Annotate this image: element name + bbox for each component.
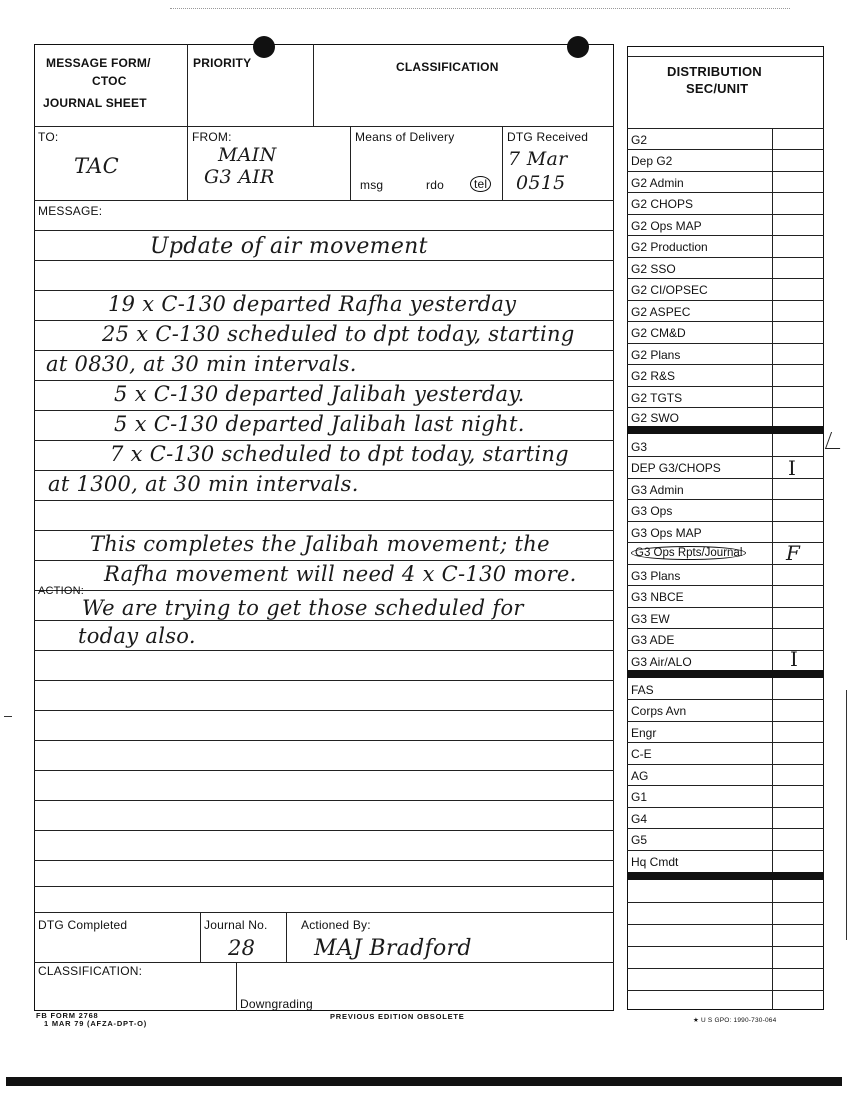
handwritten-from-line2: G3 AIR (204, 166, 275, 188)
handwritten-line-5: 5 x C-130 departed Jalibah last night. (114, 412, 525, 436)
handwritten-line-4: 5 x C-130 departed Jalibah yesterday. (114, 382, 525, 406)
means-rdo: rdo (426, 178, 444, 192)
handwritten-to: TAC (74, 154, 119, 178)
dist-item-fas: FAS (631, 683, 654, 697)
dist-item-g3-admin: G3 Admin (631, 483, 684, 497)
footer-previous-edition: PREVIOUS EDITION OBSOLETE (330, 1012, 465, 1021)
journal-no-label: Journal No. (204, 918, 268, 932)
scan-speckle-top (170, 8, 790, 11)
mark-g3-air-alo: I (790, 647, 799, 671)
dist-separator-bar-1 (627, 426, 824, 434)
handwritten-dtg-line2: 0515 (516, 172, 566, 194)
handwritten-line-11: today also. (78, 624, 196, 648)
handwritten-actioned-by: MAJ Bradford (314, 936, 472, 961)
message-label: MESSAGE: (38, 204, 103, 218)
dist-item-dep-g2: Dep G2 (631, 154, 673, 168)
dtg-received-label: DTG Received (507, 130, 589, 144)
priority-label: PRIORITY (193, 56, 252, 70)
dist-item-dep-g3-chops: DEP G3/CHOPS (631, 461, 721, 475)
dist-item-g3-air-alo: G3 Air/ALO (631, 655, 692, 669)
dist-item-g2-swo: G2 SWO (631, 411, 680, 425)
handwritten-line-1: 19 x C-130 departed Rafha yesterday (108, 292, 517, 316)
handwritten-line-2: 25 x C-130 scheduled to dpt today, starting (102, 322, 575, 346)
means-of-delivery-label: Means of Delivery (355, 130, 455, 144)
dist-item-g2-tgts: G2 TGTS (631, 391, 683, 405)
to-label: TO: (38, 130, 59, 144)
dist-item-g3-ew: G3 EW (631, 612, 670, 626)
handwritten-from-line1: MAIN (218, 144, 277, 166)
footer-form-number: FB FORM 2768 (36, 1011, 99, 1020)
dist-item-g2-production: G2 Production (631, 240, 708, 254)
dist-item-g2-admin: G2 Admin (631, 176, 684, 190)
margin-pen-mark (825, 432, 846, 449)
handwritten-line-3: at 0830, at 30 min intervals. (46, 352, 357, 376)
form-title-line2: CTOC (92, 74, 127, 88)
handwritten-line-7: at 1300, at 30 min intervals. (48, 472, 359, 496)
action-label: ACTION: (38, 585, 85, 597)
handwritten-line-8: This completes the Jalibah movement; the (90, 532, 550, 556)
handwritten-journal-no: 28 (228, 936, 256, 960)
footer-form-date: 1 MAR 79 (AFZA-DPT-O) (44, 1019, 148, 1028)
dist-item-g3-ops-map: G3 Ops MAP (631, 526, 702, 540)
dist-item-g4: G4 (631, 812, 648, 826)
dtg-completed-label: DTG Completed (38, 918, 128, 932)
handwritten-line-9: Rafha movement will need 4 x C-130 more. (104, 562, 577, 586)
mark-g3-ops-rpts-journal: F (786, 541, 801, 565)
dist-item-ag: AG (631, 769, 649, 783)
classification-bottom-label: CLASSIFICATION: (38, 964, 143, 978)
dist-item-g5: G5 (631, 833, 648, 847)
from-label: FROM: (192, 130, 232, 144)
classification-label: CLASSIFICATION (396, 60, 499, 74)
dist-item-g2-ci-opsec: G2 CI/OPSEC (631, 283, 708, 297)
dist-item-g3-nbce: G3 NBCE (631, 590, 684, 604)
dist-item-g3: G3 (631, 440, 648, 454)
downgrading-label: Downgrading (240, 997, 313, 1011)
means-tel-circled: tel (470, 176, 491, 192)
dist-item-g3-plans: G3 Plans (631, 569, 681, 583)
dist-separator-bar-3 (627, 872, 824, 880)
dist-item-g1: G1 (631, 790, 648, 804)
actioned-by-label: Actioned By: (301, 918, 371, 932)
dist-item-g2-aspec: G2 ASPEC (631, 305, 691, 319)
dist-separator-bar-2 (627, 670, 824, 678)
dist-item-g3-ops: G3 Ops (631, 504, 673, 518)
handwritten-line-10: We are trying to get those scheduled for (82, 596, 524, 620)
scan-bottom-bar (6, 1077, 842, 1086)
handwritten-subject: Update of air movement (150, 234, 428, 259)
scan-edge-right (846, 690, 847, 940)
means-msg: msg (360, 178, 384, 192)
handwritten-dtg-line1: 7 Mar (508, 148, 568, 170)
dist-item-g3-ade: G3 ADE (631, 633, 675, 647)
dist-item-g2-plans: G2 Plans (631, 348, 681, 362)
scan-left-tick (4, 716, 12, 717)
mark-dep-g3-chops: I (788, 456, 797, 480)
dist-item-c-e: C-E (631, 747, 652, 761)
dist-item-g2-cmd: G2 CM&D (631, 326, 686, 340)
distribution-header-line1: DISTRIBUTION (667, 64, 762, 79)
dist-item-hq-cmdt: Hq Cmdt (631, 855, 679, 869)
form-title-line3: JOURNAL SHEET (43, 96, 147, 110)
dist-item-corps-avn: Corps Avn (631, 704, 687, 718)
dist-item-g2-sso: G2 SSO (631, 262, 676, 276)
dist-item-g3-ops-rpts-journal: G3 Ops Rpts/Journal (631, 546, 746, 560)
footer-gpo: ★ U S GPO: 1990-730-064 (693, 1017, 777, 1024)
dist-item-g2-chops: G2 CHOPS (631, 197, 694, 211)
dist-item-engr: Engr (631, 726, 657, 740)
distribution-header-line2: SEC/UNIT (686, 81, 749, 96)
dist-item-g2: G2 (631, 133, 648, 147)
dist-item-g2-rs: G2 R&S (631, 369, 676, 383)
dist-item-g2-ops-map: G2 Ops MAP (631, 219, 702, 233)
form-title-line1: MESSAGE FORM/ (46, 56, 151, 70)
handwritten-line-6: 7 x C-130 scheduled to dpt today, starting (110, 442, 569, 466)
